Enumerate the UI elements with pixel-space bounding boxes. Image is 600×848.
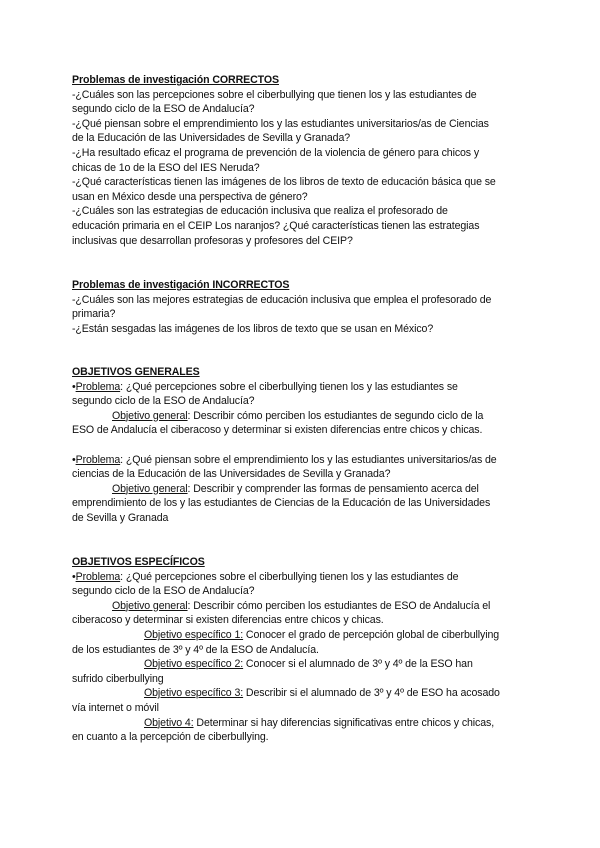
text-line: segundo ciclo de la ESO de Andalucía? (72, 103, 255, 116)
specific-objective-label: Objetivo 4: (144, 716, 194, 729)
text-line: educación primaria en el CEIP Los naranjos? ¿Qué características tienen las estrategias (72, 219, 480, 232)
text-line: -¿Están sesgadas las imágenes de los libros de texto que se usan en México? (72, 322, 434, 335)
text-line: vía internet o móvil (72, 701, 159, 714)
text-line: -¿Ha resultado eficaz el programa de prevención de la violencia de género para chicos y (72, 146, 480, 159)
section-general-heading: OBJETIVOS GENERALES (72, 366, 200, 378)
text-line: de los estudiantes de 3º y 4º de la ESO de Andalucía. (72, 643, 319, 656)
text-line: primaria? (72, 308, 116, 321)
text-line: sufrido ciberbullying (72, 672, 164, 685)
text-line: de Sevilla y Granada (72, 511, 169, 524)
specific-objective-text: Describir si el alumnado de 3º y 4º de ESO ha acosado (243, 687, 500, 700)
problem-text: : ¿Qué piensan sobre el emprendimiento los y las estudiantes universitarios/as de (120, 453, 497, 466)
specific-objective-text: Conocer el grado de percepción global de ciberbullying (243, 628, 500, 641)
problem-line: •Problema: ¿Qué percepciones sobre el ciberbullying tienen los y las estudiantes se (72, 380, 458, 393)
objective-text: : Describir y comprender las formas de pensamiento acerca del (187, 482, 479, 495)
objective-line (72, 599, 534, 614)
objective-line (72, 482, 534, 497)
text-line: -¿Cuáles son las percepciones sobre el ciberbullying que tienen los y las estudiantes de (72, 88, 477, 101)
specific-objective-label: Objetivo específico 3: (144, 687, 244, 700)
text-line: segundo ciclo de la ESO de Andalucía? (72, 585, 255, 598)
problem-text: : ¿Qué percepciones sobre el ciberbullying tienen los y las estudiantes se (120, 380, 458, 393)
text-line: segundo ciclo de la ESO de Andalucía? (72, 395, 255, 408)
problem-line: •Problema: ¿Qué piensan sobre el emprendimiento los y las estudiantes universitarios/as de (72, 453, 497, 466)
section-incorrect-heading: Problemas de investigación INCORRECTOS (72, 279, 290, 291)
objective-line (72, 409, 534, 424)
objective-label: Objetivo general (112, 409, 188, 422)
problem-label: Problema (75, 570, 121, 583)
problem-text: : ¿Qué percepciones sobre el ciberbullying tienen los y las estudiantes de (120, 570, 459, 583)
section-correct-problems (72, 73, 534, 248)
section-correct-heading: Problemas de investigación CORRECTOS (72, 74, 279, 86)
text-line: chicas de 1o de la ESO del IES Neruda? (72, 161, 260, 174)
text-line: usan en México desde una perspectiva de género? (72, 190, 308, 203)
text-line: -¿Qué características tienen las imágenes de los libros de texto de educación básica que se (72, 176, 496, 189)
problem-label: Problema (75, 453, 121, 466)
section-specific-objectives (72, 555, 534, 745)
specific-objective-line (72, 686, 534, 701)
text-line: -¿Cuáles son las estrategias de educación inclusiva que realiza el profesorado de (72, 205, 448, 218)
specific-objective-label: Objetivo específico 2: (144, 658, 244, 671)
text-line: ciberacoso y determinar si existen diferencias entre chicos y chicas. (72, 614, 384, 627)
text-line: en cuanto a la percepción de ciberbullying. (72, 731, 269, 744)
specific-objective-line (72, 716, 534, 731)
objective-text: : Describir cómo perciben los estudiantes de segundo ciclo de la (187, 409, 484, 422)
specific-objective-label: Objetivo específico 1: (144, 628, 244, 641)
text-line: de la Educación de las Universidades de Sevilla y Granada? (72, 132, 351, 145)
text-line: -¿Cuáles son las mejores estrategias de educación inclusiva que emplea el profesorado de (72, 293, 492, 306)
specific-objective-line (72, 628, 534, 643)
section-general-objectives (72, 365, 534, 526)
objective-label: Objetivo general (112, 482, 188, 495)
blank-line (72, 438, 534, 453)
text-line: inclusivas que desarrollan profesoras y profesores del CEIP? (72, 234, 353, 247)
text-line: ciencias de la Educación de las Universidades de Sevilla y Granada? (72, 468, 391, 481)
section-incorrect-problems (72, 278, 534, 336)
specific-objective-text: Conocer si el alumnado de 3º y 4º de la ESO han (243, 658, 473, 671)
text-line: -¿Qué piensan sobre el emprendimiento los y las estudiantes universitarios/as de Ciencias (72, 117, 489, 130)
text-line: ESO de Andalucía el ciberacoso y determinar si existen diferencias entre chicos y chicas. (72, 424, 483, 437)
problem-line: •Problema: ¿Qué percepciones sobre el ciberbullying tienen los y las estudiantes de (72, 570, 459, 583)
text-line: emprendimiento de los y las estudiantes de Ciencias de la Educación de las Universidades (72, 497, 491, 510)
objective-text: : Describir cómo perciben los estudiantes de ESO de Andalucía el (187, 599, 491, 612)
objective-label: Objetivo general (112, 599, 188, 612)
specific-objective-text: Determinar si hay diferencias significativas entre chicos y chicas, (193, 716, 495, 729)
specific-objective-line (72, 657, 534, 672)
problem-label: Problema (75, 380, 121, 393)
section-specific-heading: OBJETIVOS ESPECÍFICOS (72, 556, 205, 568)
